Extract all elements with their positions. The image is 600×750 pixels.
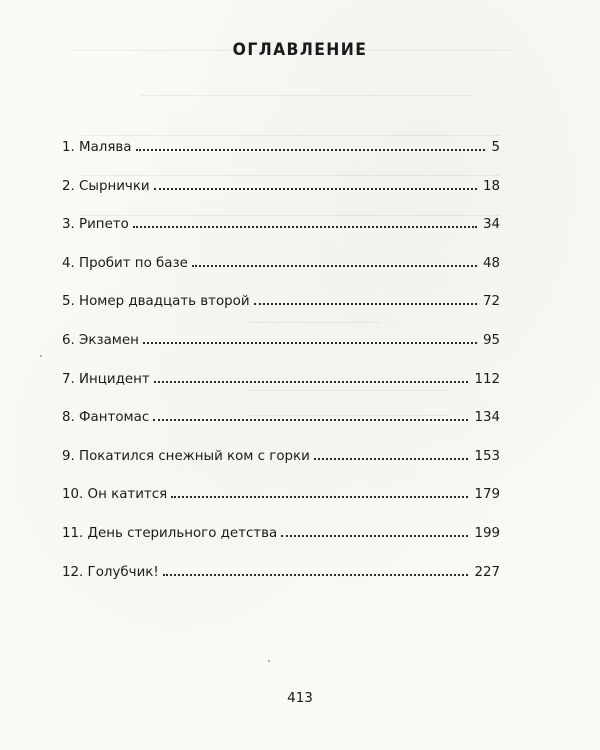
toc-entry [62, 140, 500, 179]
dot-leader [154, 380, 469, 383]
toc-entry-title: 6. Экзамен [62, 332, 139, 348]
toc-entry-title: 8. Фантомас [62, 410, 150, 426]
toc-entry-page: 134 [474, 410, 500, 426]
toc-entry-title: 2. Сырнички [62, 178, 150, 194]
toc-entry-page: 72 [482, 294, 500, 310]
dot-leader [281, 534, 468, 537]
toc-entry-title: 10. Он катится [62, 487, 168, 503]
bleed-line [140, 95, 470, 96]
toc-entry [62, 410, 500, 449]
toc-entry-page: 95 [482, 332, 500, 348]
toc-entry [62, 526, 500, 565]
dot-leader [314, 457, 469, 460]
toc-entry [62, 217, 500, 256]
toc-entry-title: 5. Номер двадцать второй [62, 294, 250, 310]
toc-entry-page: 227 [474, 564, 500, 580]
dot-leader [143, 341, 477, 344]
toc-entry [62, 256, 500, 295]
toc-entry [62, 333, 500, 372]
toc-entry-page: 5 [491, 140, 500, 155]
dot-leader [254, 302, 477, 305]
toc-entry-title: 4. Пробит по базе [62, 255, 188, 271]
toc-entry-page: 153 [474, 448, 500, 464]
dot-leader [133, 225, 477, 228]
paper-speck [268, 660, 270, 662]
toc-entry-title: 11. День стерильного детства [62, 525, 278, 541]
dot-leader [171, 495, 468, 498]
toc-entry-page: 34 [482, 217, 500, 233]
toc-entry-title: 1. Малява [62, 140, 132, 155]
toc-entry [62, 179, 500, 218]
toc-entry-page: 18 [482, 178, 500, 194]
dot-leader [154, 187, 477, 190]
toc-entry-title: 7. Инцидент [62, 371, 150, 387]
toc-entry [62, 449, 500, 488]
toc-entry-page: 199 [474, 525, 500, 541]
toc-entry [62, 294, 500, 333]
toc-entry-page: 112 [474, 371, 500, 387]
toc-entry-title: 12. Голубчик! [62, 564, 159, 580]
bleed-line [80, 135, 500, 136]
toc-entry-page: 48 [482, 255, 500, 271]
page-number: 413 [287, 690, 313, 706]
toc-entry [62, 372, 500, 411]
toc-entry-title: 3. Рипето [62, 217, 129, 233]
paper-speck [40, 355, 42, 357]
dot-leader [136, 148, 486, 151]
table-of-contents [62, 140, 500, 603]
toc-entry [62, 487, 500, 526]
dot-leader [153, 418, 468, 421]
dot-leader [192, 264, 477, 267]
toc-entry-title: 9. Покатился снежный ком с горки [62, 448, 310, 464]
page-title: ОГЛАВЛЕНИЕ [232, 40, 368, 60]
toc-entry [62, 565, 500, 604]
dot-leader [163, 573, 469, 576]
toc-entry-page: 179 [474, 487, 500, 503]
